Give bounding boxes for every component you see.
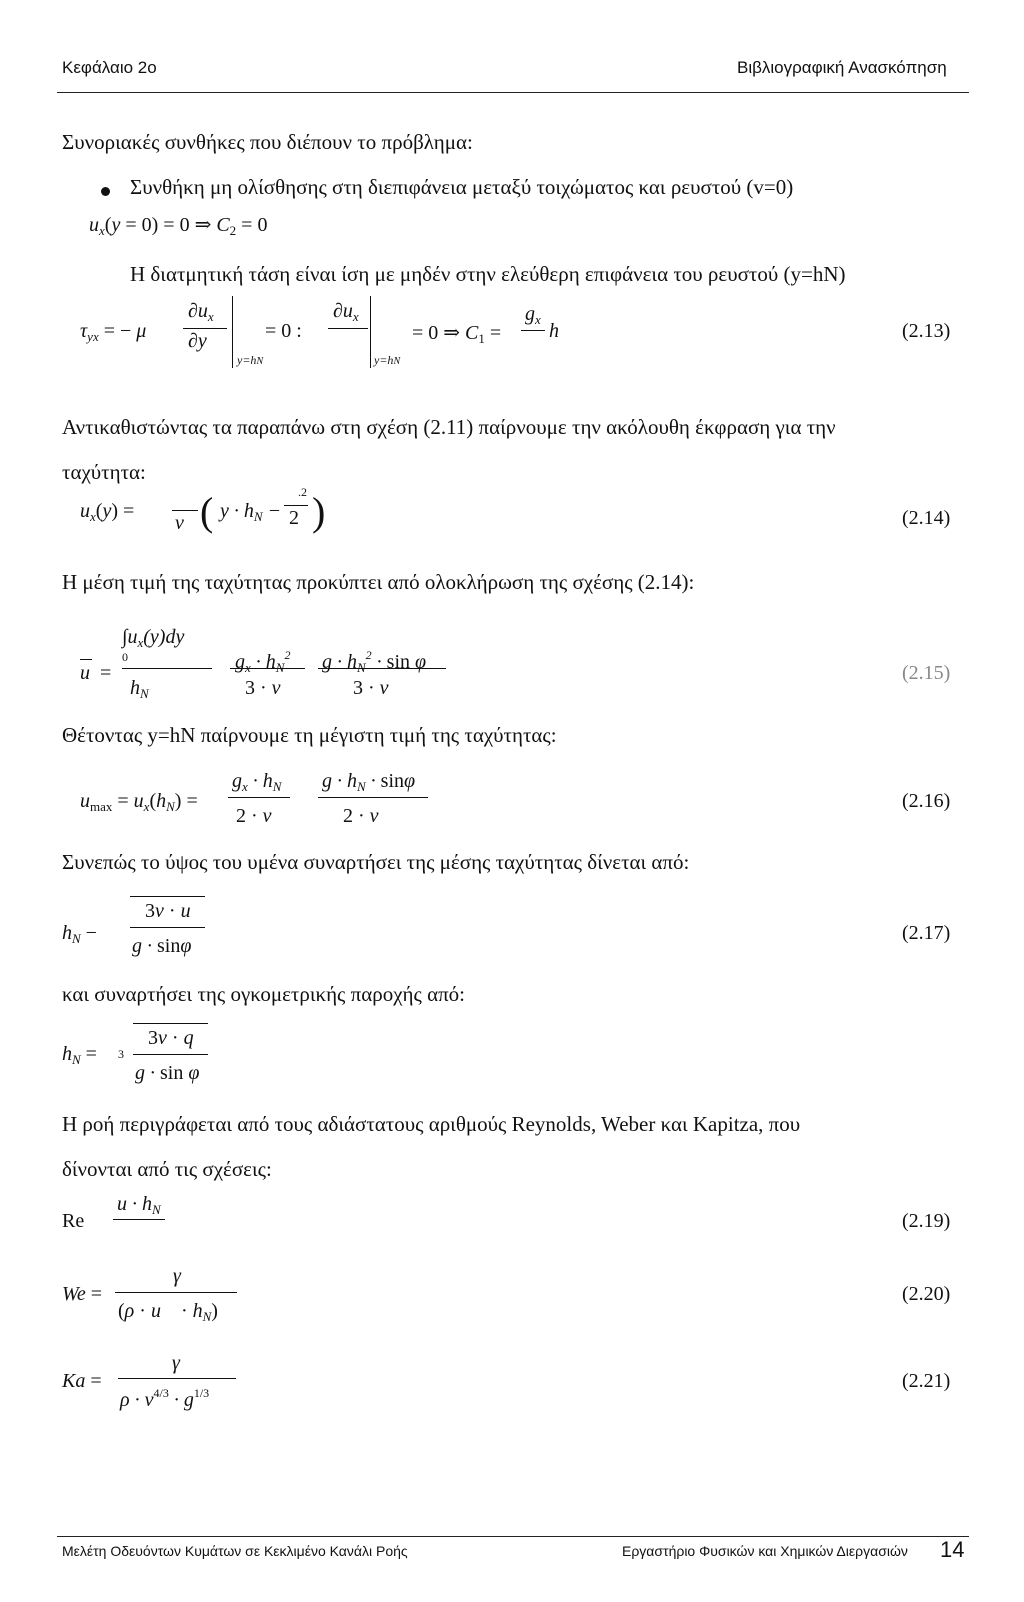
bullet-marker <box>101 187 110 196</box>
equation-number: (2.20) <box>902 1283 951 1305</box>
three-nu-denominator: 3 · ν <box>245 677 281 699</box>
evaluation-bar-2 <box>370 296 371 368</box>
rho-u-hn-denominator: (ρ · u · $h_N$) <box>118 1300 218 1324</box>
fraction-bar-15 <box>118 1378 236 1379</box>
hn-lhs: $h_N$ − <box>62 922 97 946</box>
fraction-bar-8 <box>318 668 446 669</box>
fraction-bar-7 <box>230 668 305 669</box>
rho-nu-g-denominator: $\rho \cdot \nu^{4/3} \cdot g^{1/3}$ <box>120 1386 210 1411</box>
fraction-bar-13 <box>113 1219 165 1220</box>
g-hn2-sin-numerator: $g \cdot h_N^2 \cdot \sin \varphi$ <box>322 648 427 675</box>
two-nu-denominator-2: 2 · ν <box>343 805 379 827</box>
left-paren: ( <box>200 489 214 534</box>
reynolds-symbol: Re <box>62 1210 85 1232</box>
mean-velocity-intro: Η μέση τιμή της ταχύτητας προκύπτει από ολοκλήρωση της σχέσης (2.14): <box>62 570 695 594</box>
fraction-bar-10 <box>318 797 428 798</box>
root-bar <box>130 896 205 897</box>
dimensionless-text-line2: δίνονται από τις σχέσεις: <box>62 1157 272 1181</box>
kapitza-symbol: Ka = <box>62 1370 102 1392</box>
two-nu-denominator: 2 · ν <box>236 805 272 827</box>
dy-denominator: ∂y <box>188 330 207 352</box>
equation-number: (2.21) <box>902 1370 951 1392</box>
velocity-profile-lhs: $u_x(y)$ = <box>80 500 135 524</box>
fraction-bar-3 <box>521 330 545 331</box>
equation-number: (2.19) <box>902 1210 951 1232</box>
gamma-numerator-2: γ <box>172 1352 180 1374</box>
hn-denominator: $h_N$ <box>130 677 149 701</box>
fraction-bar-6 <box>122 668 212 669</box>
equation-number: (2.17) <box>902 922 951 944</box>
fraction-bar-4 <box>172 510 198 511</box>
header-rule <box>57 92 969 93</box>
weber-symbol: We = <box>62 1283 102 1305</box>
nu-denominator: ν <box>175 512 184 534</box>
boundary-conditions-intro: Συνοριακές συνθήκες που διέπουν το πρόβλημα: <box>62 130 473 154</box>
page-number: 14 <box>940 1537 965 1562</box>
substitution-text-line2: ταχύτητα: <box>62 460 146 484</box>
equation-number: (2.16) <box>902 790 951 812</box>
no-slip-equation: $u_x(y = 0) = 0$ ⇒ $C_2 = 0$ <box>89 214 268 238</box>
gamma-numerator: γ <box>173 1265 181 1287</box>
tau-yx-symbol: $\tau_{yx}$ = − μ <box>80 320 147 344</box>
g-sin-denominator-2: g · sin φ <box>135 1062 200 1084</box>
gx-numerator: $g_x$ <box>525 303 541 327</box>
equals-zero: = 0 : <box>265 320 302 342</box>
hn-lhs-2: $h_N$ = <box>62 1043 97 1067</box>
dimensionless-text-line1: Η ροή περιγράφεται από τους αδιάστατους αριθμούς Reynolds, Weber και Kapitza, που <box>62 1112 801 1136</box>
right-paren: ) <box>312 489 326 534</box>
u-bar: u <box>80 662 90 684</box>
gx-hn2-numerator: $g_x \cdot h_N^2$ <box>235 648 291 675</box>
fraction-bar-9 <box>228 797 290 798</box>
shear-stress-condition-text: Η διατμητική τάση είναι ίση με μηδέν στην ελεύθερη επιφάνεια του ρευστού (y=hN) <box>130 262 846 286</box>
three-nu-q-numerator: 3ν · q <box>148 1027 194 1049</box>
two-denominator: 2 <box>289 507 299 529</box>
max-velocity-intro: Θέτοντας y=hN παίρνουμε τη μέγιστη τιμή της ταχύτητας: <box>62 723 557 747</box>
fraction-bar <box>183 328 227 329</box>
c1-expression: = 0 ⇒ $C_1$ = <box>412 322 502 346</box>
three-nu-u-numerator: 3ν · u <box>145 900 191 922</box>
footer-right-lab: Εργαστήριο Φυσικών και Χημικών Διεργασιών <box>622 1543 908 1559</box>
superscript-2: .2 <box>298 485 307 499</box>
y-hn-term: $y \cdot h_N$ − <box>220 500 282 524</box>
du-numerator: $\partial u_x$ <box>188 300 214 324</box>
gx-hn-numerator: $g_x \cdot h_N$ <box>232 770 282 794</box>
equals-sign: = <box>100 662 112 684</box>
footer-left-title: Μελέτη Οδευόντων Κυμάτων σε Κεκλιμένο Κανάλι Ροής <box>62 1543 408 1559</box>
equation-number: (2.13) <box>902 320 951 342</box>
u-hn-numerator: $u \cdot h_N$ <box>117 1193 161 1217</box>
three-nu-denominator-2: 3 · ν <box>353 677 389 699</box>
evaluation-subscript: y=hN <box>237 353 264 367</box>
flowrate-intro: και συναρτήσει της ογκομετρικής παροχής από: <box>62 982 466 1006</box>
cube-root-index: 3 <box>118 1047 124 1061</box>
fraction-bar-14 <box>115 1292 237 1293</box>
equation-number: (2.15) <box>902 662 951 684</box>
footer-rule <box>57 1536 969 1537</box>
root-bar-2 <box>133 1023 208 1024</box>
section-header: Βιβλιογραφική Ανασκόπηση <box>737 58 947 77</box>
umax-expression: $u_{max} = u_x(h_N)$ = <box>80 790 198 814</box>
g-sin-denominator: g · sinφ <box>132 935 192 957</box>
integral-numerator: $\int u_x(y)dy$ <box>122 626 185 650</box>
overbar <box>80 659 92 660</box>
substitution-text-line1: Αντικαθιστώντας τα παραπάνω στη σχέση (2.11) παίρνουμε την ακόλουθη έκφραση για την <box>62 415 836 439</box>
evaluation-bar <box>232 296 233 368</box>
equation-number: (2.14) <box>902 507 951 529</box>
chapter-header: Κεφάλαιο 2ο <box>62 58 157 77</box>
lower-limit: 0 <box>122 650 128 664</box>
h-symbol: h <box>549 320 559 342</box>
no-slip-condition-text: Συνθήκη μη ολίσθησης στη διεπιφάνεια μεταξύ τοιχώματος και ρευστού (v=0) <box>130 175 794 199</box>
du-numerator-2: $\partial u_x$ <box>333 300 359 324</box>
fraction-bar-12 <box>133 1054 208 1055</box>
fraction-bar-11 <box>130 927 205 928</box>
g-hn-sin-numerator: $g \cdot h_N \cdot \sin\varphi$ <box>322 770 416 794</box>
film-thickness-intro: Συνεπώς το ύψος του υμένα συναρτήσει της μέσης ταχύτητας δίνεται από: <box>62 850 690 874</box>
fraction-bar-5 <box>284 505 308 506</box>
fraction-bar-2 <box>328 328 368 329</box>
evaluation-subscript-2: y=hN <box>374 353 401 367</box>
